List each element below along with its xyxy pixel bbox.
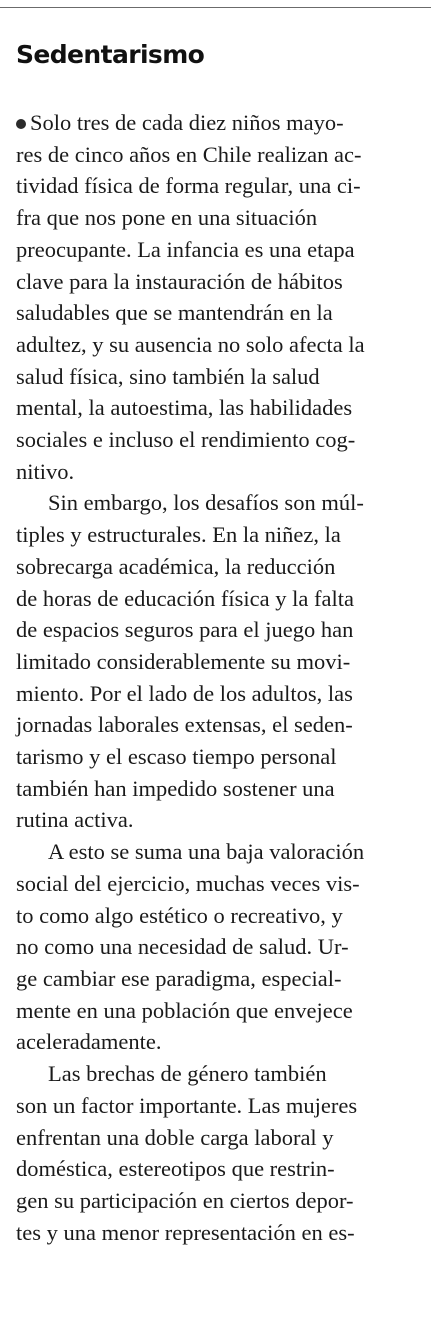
text-line: enfrentan una doble carga laboral y <box>16 1124 334 1150</box>
text-line: mental, la autoestima, las habilidades <box>16 395 353 421</box>
text-line: Solo tres de cada diez niños mayo- <box>16 107 414 139</box>
text-line: clave para la instauración de hábitos <box>16 268 343 294</box>
text-line: mente en una población que envejece <box>16 997 353 1023</box>
text-line: salud física, sino también la salud <box>16 363 320 389</box>
text-line: A esto se suma una baja valoración <box>48 839 365 865</box>
text-line: fra que nos pone en una situación <box>16 205 318 231</box>
section-heading: Sedentarismo <box>16 40 205 69</box>
text-line: también han impedido sostener una <box>16 775 335 801</box>
text-line: Las brechas de género también <box>48 1061 327 1087</box>
text-line: limitado considerablemente su movi- <box>16 648 351 674</box>
article-body <box>16 107 414 1248</box>
text-line: tiples y estructurales. En la niñez, la <box>16 522 341 548</box>
text-line: jornadas laborales extensas, el seden- <box>16 712 353 738</box>
top-rule <box>0 7 431 8</box>
text-line: aceleradamente. <box>16 1029 162 1055</box>
text-line: de espacios seguros para el juego han <box>16 617 354 643</box>
text-line: saludables que se mantendrán en la <box>16 300 333 326</box>
text-line: social del ejercicio, muchas veces vis- <box>16 870 360 896</box>
paragraph-1 <box>16 107 414 487</box>
text-line: tes y una menor representación en es- <box>16 1219 355 1245</box>
text-line: Sin embargo, los desafíos son múl- <box>48 490 364 516</box>
text-line: doméstica, estereotipos que restrin- <box>16 1156 335 1182</box>
text-line: ge cambiar ese paradigma, especial- <box>16 965 342 991</box>
text-line: gen su participación en ciertos depor- <box>16 1187 354 1213</box>
text-line: sobrecarga académica, la reducción <box>16 553 336 579</box>
text-line: adultez, y su ausencia no solo afecta la <box>16 331 365 357</box>
text-line: nitivo. <box>16 458 75 484</box>
text-line: son un factor importante. Las mujeres <box>16 1092 358 1118</box>
text-line: to como algo estético o recreativo, y <box>16 902 343 928</box>
text-line: de horas de educación física y la falta <box>16 585 354 611</box>
bullet-icon <box>16 119 26 129</box>
text-line: miento. Por el lado de los adultos, las <box>16 680 353 706</box>
text-line: no como una necesidad de salud. Ur- <box>16 934 349 960</box>
text-line: tarismo y el escaso tiempo personal <box>16 744 337 770</box>
text-line: tividad física de forma regular, una ci- <box>16 173 361 199</box>
text-line: sociales e incluso el rendimiento cog- <box>16 427 356 453</box>
paragraph-4 <box>16 1058 414 1248</box>
paragraph-2 <box>16 487 414 836</box>
text-line: preocupante. La infancia es una etapa <box>16 236 355 262</box>
text-line: rutina activa. <box>16 807 134 833</box>
paragraph-3 <box>16 836 414 1058</box>
text-line: res de cinco años en Chile realizan ac- <box>16 141 362 167</box>
